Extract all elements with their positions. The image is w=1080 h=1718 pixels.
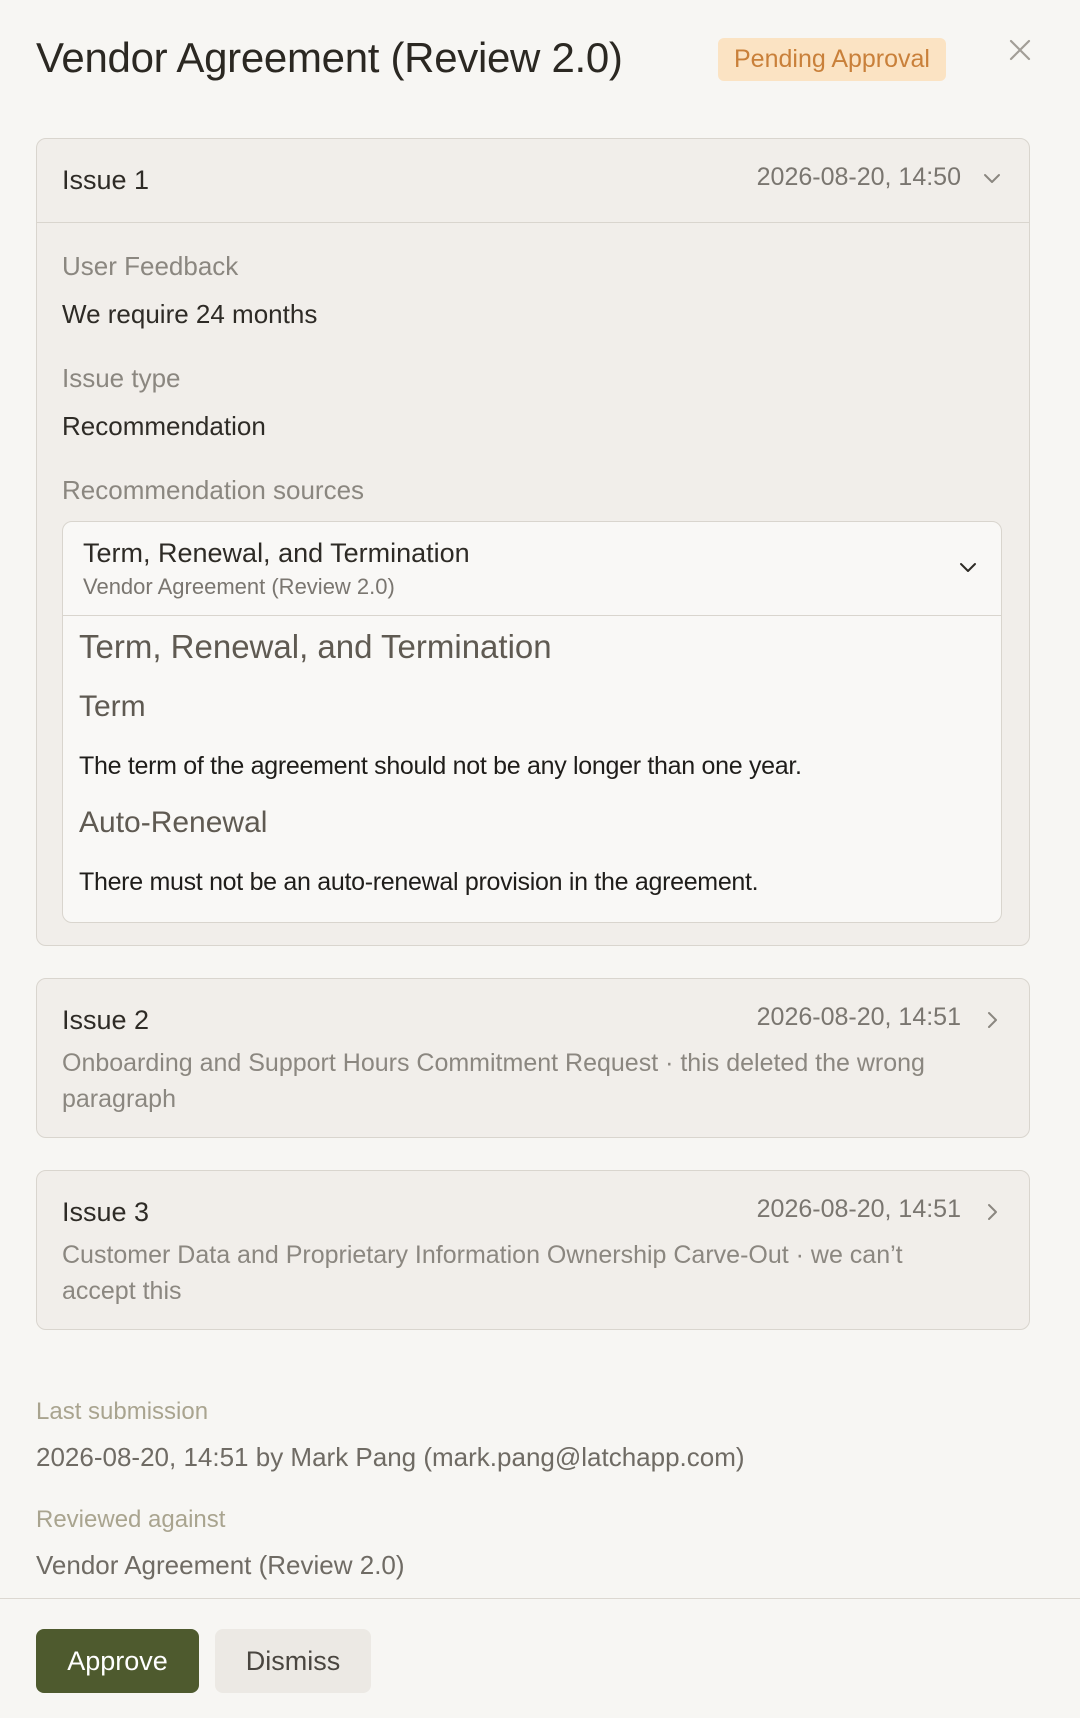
issue-title: Issue 2 bbox=[62, 1005, 150, 1035]
recommendation-source-card bbox=[62, 521, 1002, 923]
chevron-right-icon[interactable] bbox=[981, 1201, 1003, 1223]
last-submission-label: Last submission bbox=[36, 1398, 209, 1425]
close-icon bbox=[1008, 38, 1032, 67]
footer bbox=[0, 1598, 1080, 1718]
issue-card-3[interactable] bbox=[36, 1170, 1030, 1330]
issue-timestamp: 2026-08-20, 14:50 bbox=[756, 163, 961, 191]
reviewed-against-value: Vendor Agreement (Review 2.0) bbox=[36, 1550, 405, 1580]
source-subtitle: Vendor Agreement (Review 2.0) bbox=[83, 574, 395, 599]
header bbox=[36, 30, 1044, 90]
page-title: Vendor Agreement (Review 2.0) bbox=[36, 34, 623, 81]
issue-card-2[interactable] bbox=[36, 978, 1030, 1138]
issue-type-value: Recommendation bbox=[62, 411, 266, 441]
issue-1-header[interactable] bbox=[37, 139, 1029, 223]
reviewed-against-label: Reviewed against bbox=[36, 1506, 226, 1533]
term-heading: Term bbox=[79, 690, 146, 723]
issue-timestamp: 2026-08-20, 14:51 bbox=[756, 1003, 961, 1031]
issue-description: Customer Data and Proprietary Information Ownership Carve-Out · we can’t accept this bbox=[62, 1241, 903, 1305]
issue-description: Onboarding and Support Hours Commitment Request · this deleted the wrong paragraph bbox=[62, 1049, 925, 1113]
approve-button[interactable]: Approve bbox=[36, 1629, 199, 1693]
close-button[interactable] bbox=[1000, 32, 1040, 72]
status-badge: Pending Approval bbox=[718, 38, 946, 81]
issue-title: Issue 3 bbox=[62, 1197, 150, 1227]
issue-title: Issue 1 bbox=[62, 165, 150, 195]
chevron-down-icon[interactable] bbox=[981, 167, 1003, 189]
issue-timestamp: 2026-08-20, 14:51 bbox=[756, 1195, 961, 1223]
chevron-right-icon[interactable] bbox=[981, 1009, 1003, 1031]
source-title: Term, Renewal, and Termination bbox=[83, 538, 470, 568]
source-header[interactable] bbox=[63, 522, 1001, 616]
last-submission-value: 2026-08-20, 14:51 by Mark Pang (mark.pang@latchapp.com) bbox=[36, 1442, 745, 1472]
recommendation-sources-label: Recommendation sources bbox=[62, 475, 365, 505]
auto-renewal-heading: Auto-Renewal bbox=[79, 806, 268, 839]
dismiss-button[interactable]: Dismiss bbox=[215, 1629, 371, 1693]
issue-card-1 bbox=[36, 138, 1030, 946]
user-feedback-value: We require 24 months bbox=[62, 299, 318, 329]
auto-renewal-text: There must not be an auto-renewal provision in the agreement. bbox=[79, 868, 759, 896]
source-heading: Term, Renewal, and Termination bbox=[79, 628, 552, 665]
chevron-down-icon[interactable] bbox=[957, 556, 979, 578]
issue-type-label: Issue type bbox=[62, 363, 181, 393]
term-text: The term of the agreement should not be any longer than one year. bbox=[79, 752, 802, 780]
user-feedback-label: User Feedback bbox=[62, 251, 239, 281]
